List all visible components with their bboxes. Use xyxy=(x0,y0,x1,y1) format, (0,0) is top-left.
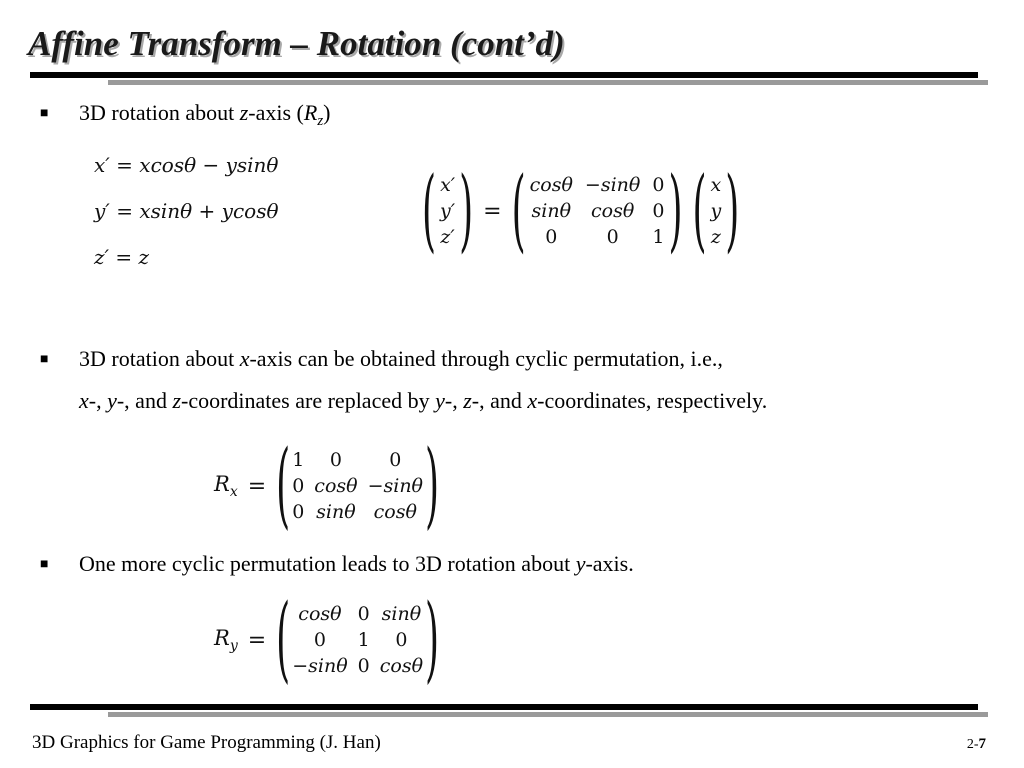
footer-rule-shadow xyxy=(108,712,988,717)
bullet-rx-line2: x-, y-, and z-coordinates are replaced by y-, z-, and x-coordinates, respectively. xyxy=(79,388,768,413)
bullet-ry: One more cyclic permutation leads to 3D rotation about y-axis. xyxy=(79,551,634,576)
right-paren: ) xyxy=(459,159,474,263)
equation-y: y′ = xsinθ + ycosθ xyxy=(94,199,279,223)
equation-z: z′ = z xyxy=(94,245,150,269)
ry-matrix-equation: $R_y$ = ( cosθ 0 sinθ 0 1 0 −sinθ 0 cosθ ) xyxy=(214,586,440,694)
footer-rule xyxy=(30,704,978,710)
title-rule-shadow xyxy=(108,80,988,85)
rotation-matrix-rx: 1 0 0 0 cosθ −sinθ 0 sinθ cosθ xyxy=(292,449,424,523)
left-paren: ( xyxy=(276,432,291,540)
right-paren: ) xyxy=(425,586,440,694)
left-paren: ( xyxy=(511,159,526,263)
bullet-rz: 3D rotation about z-axis $(R_z)$ xyxy=(79,100,331,129)
bullet-marker: ■ xyxy=(40,557,49,572)
bullet-marker: ■ xyxy=(40,106,49,121)
page-number: 2-7 xyxy=(966,736,986,752)
rx-matrix-equation: $R_x$ = ( 1 0 0 0 cosθ −sinθ 0 sinθ cosθ ) xyxy=(214,432,440,540)
rx-label: $R_x$ xyxy=(214,471,238,501)
left-paren: ( xyxy=(692,159,707,263)
footer-course-title: 3D Graphics for Game Programming (J. Han) xyxy=(32,732,381,753)
rhs-vector: x y z xyxy=(710,174,722,248)
equation-x: x′ = xcosθ − ysinθ xyxy=(94,153,279,177)
left-paren: ( xyxy=(422,159,437,263)
rotation-equations xyxy=(94,150,279,288)
right-paren: ) xyxy=(668,159,683,263)
bullet-marker: ■ xyxy=(40,352,49,367)
right-paren: ) xyxy=(725,159,740,263)
rotation-matrix-rz: cosθ −sinθ 0 sinθ cosθ 0 0 0 1 xyxy=(529,174,665,248)
right-paren: ) xyxy=(425,432,440,540)
bullet-rx-line1: 3D rotation about x-axis can be obtained through cyclic permutation, i.e., xyxy=(79,346,723,371)
slide-title: Affine Transform – Rotation (cont’d) xyxy=(28,24,565,63)
title-rule xyxy=(30,72,978,78)
rz-matrix-equation: ( x′ y′ z′ ) = ( cosθ −sinθ 0 sinθ cosθ 0 0 0 1 ) ( x y z ) xyxy=(422,159,740,263)
ry-label: $R_y$ xyxy=(214,625,238,655)
rotation-matrix-ry: cosθ 0 sinθ 0 1 0 −sinθ 0 cosθ xyxy=(292,603,424,677)
lhs-vector: x′ y′ z′ xyxy=(440,174,456,248)
left-paren: ( xyxy=(276,586,291,694)
